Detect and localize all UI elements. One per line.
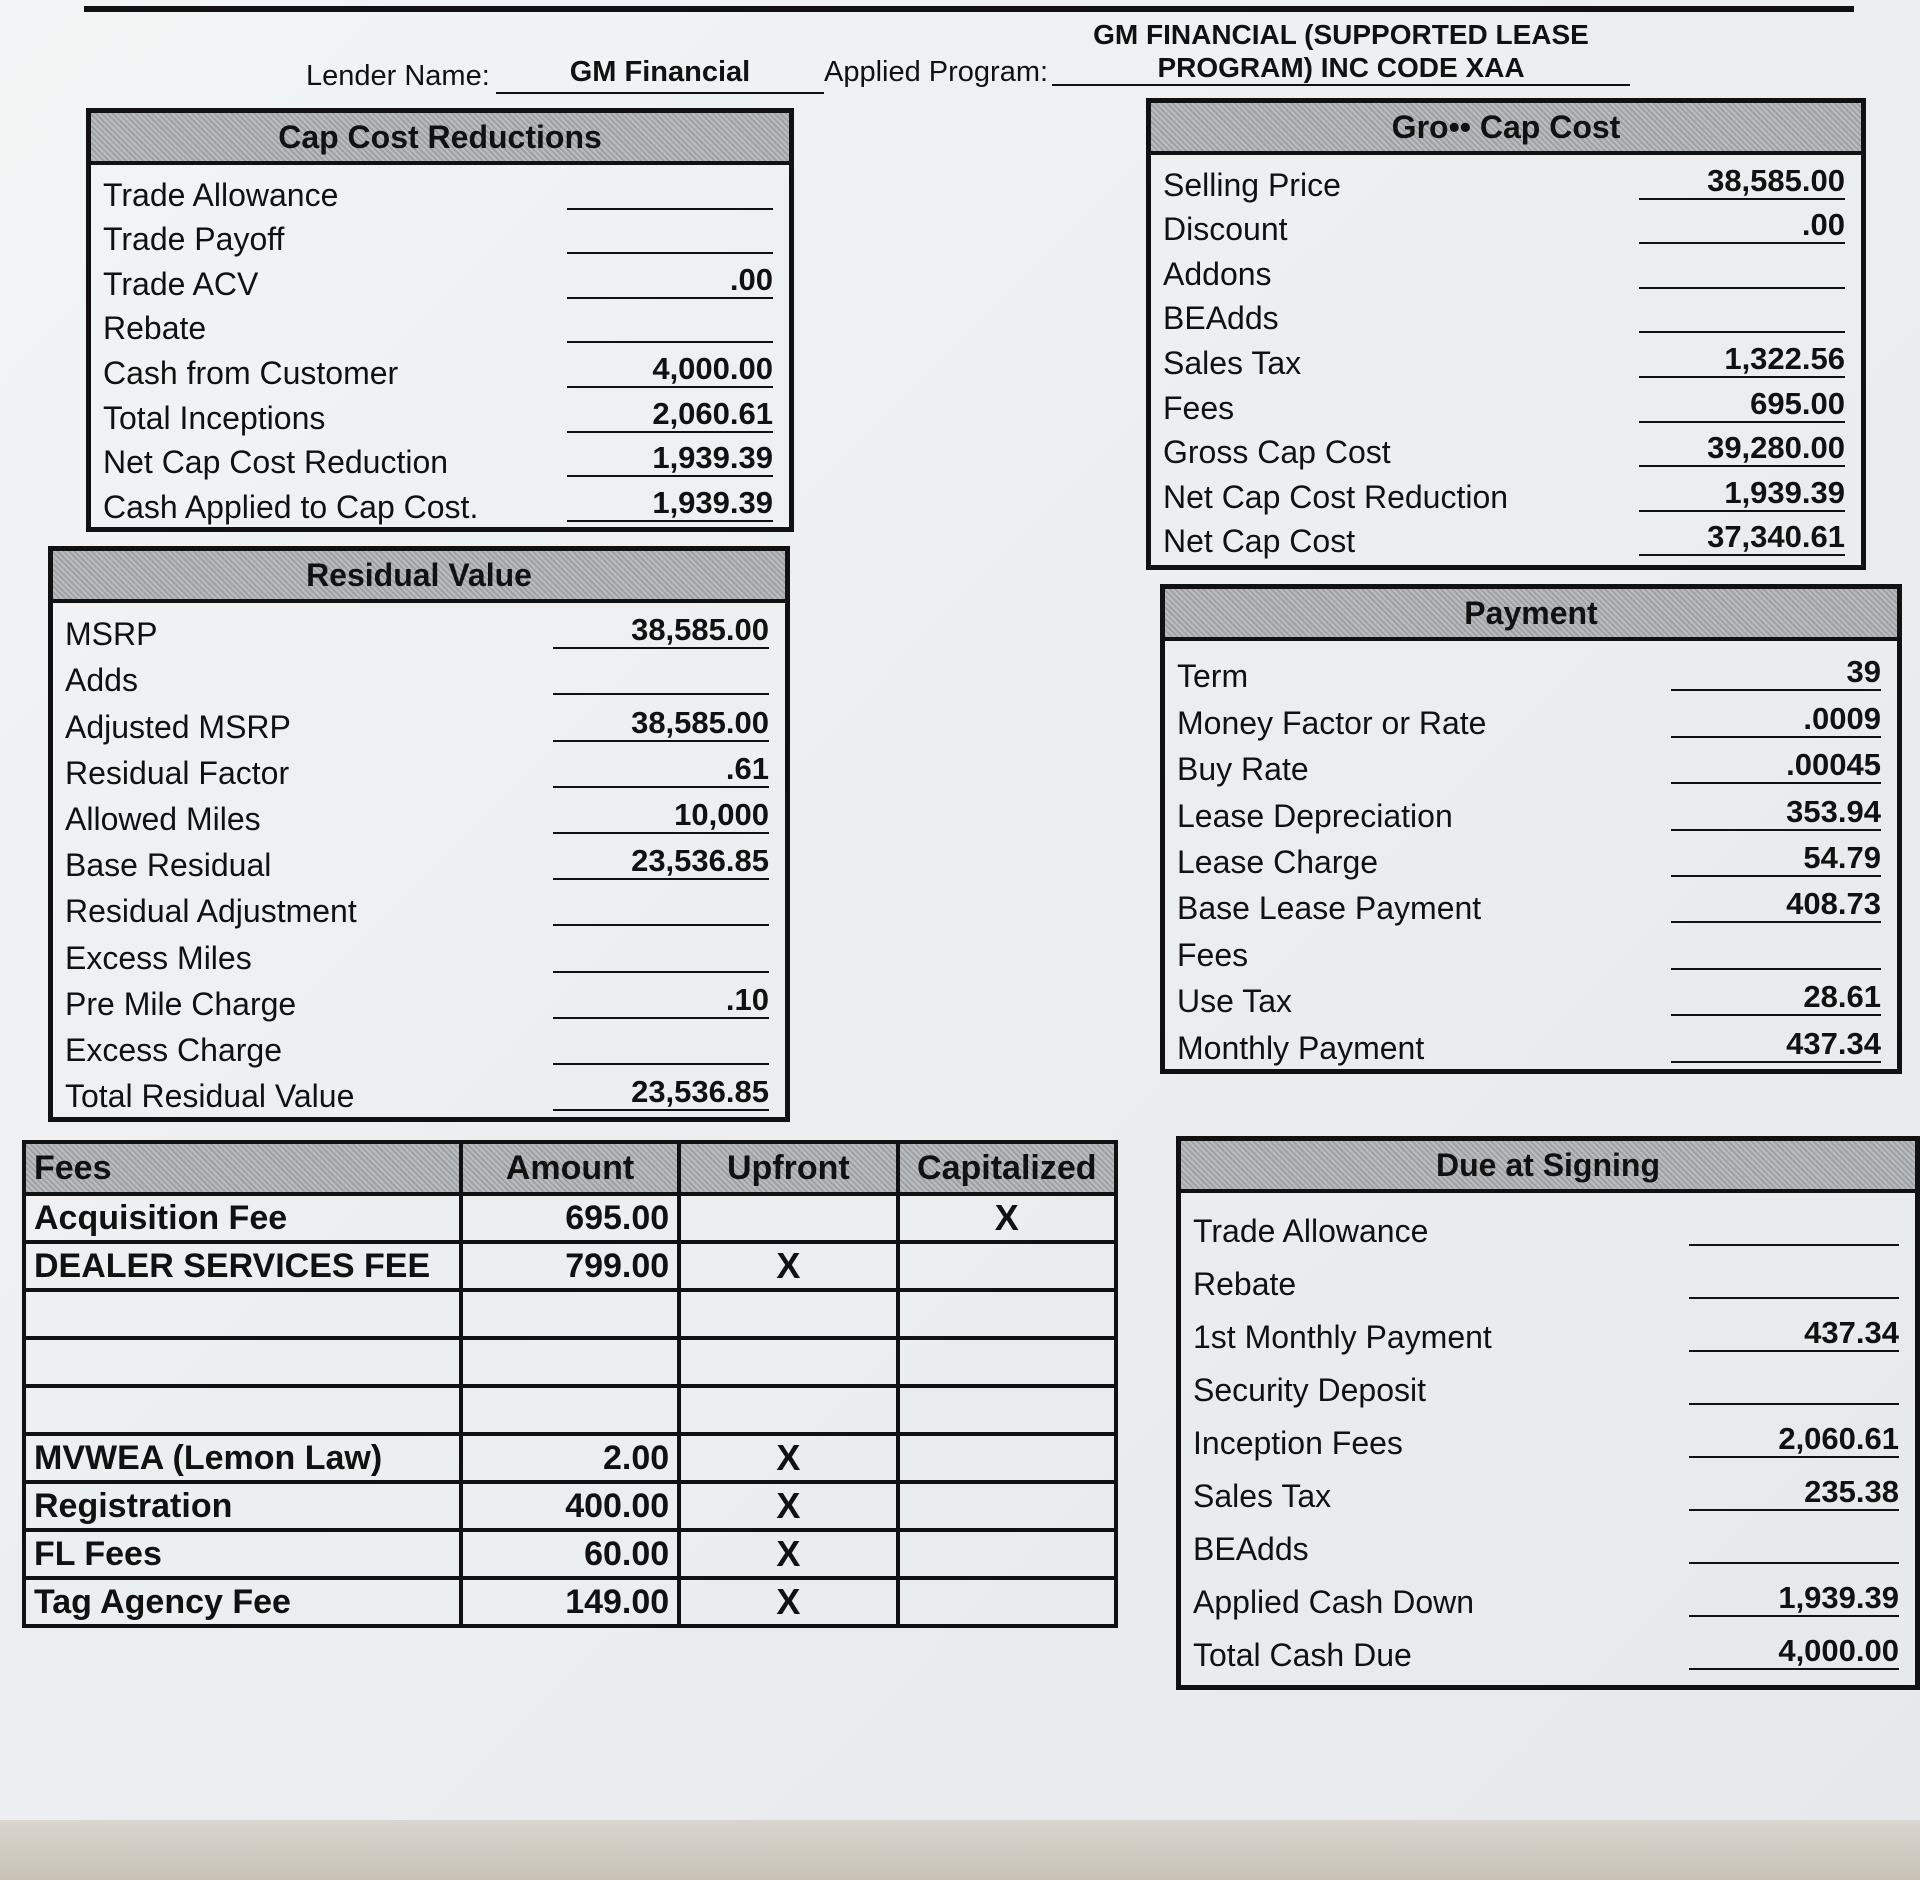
field-label: Sales Tax — [1163, 344, 1302, 381]
applied-program-line2: PROGRAM) INC CODE XAA — [1157, 52, 1525, 83]
fee-name-cell: Acquisition Fee — [24, 1194, 461, 1242]
form-row — [91, 394, 789, 439]
field-value — [1639, 297, 1845, 333]
capitalized-header: Capitalized — [898, 1142, 1116, 1194]
field-label: Addons — [1163, 255, 1272, 292]
field-value: 2,060.61 — [1689, 1422, 1899, 1458]
field-label: Buy Rate — [1177, 751, 1309, 788]
field-value: .00 — [1639, 208, 1845, 244]
cap-cost-reductions-title: Cap Cost Reductions — [91, 113, 789, 165]
field-value — [1689, 1369, 1899, 1405]
fee-name-cell: DEALER SERVICES FEE — [24, 1242, 461, 1290]
gross-cap-cost-title: Gro•• Cap Cost — [1151, 103, 1861, 155]
fees-table-header — [24, 1142, 1116, 1194]
field-label: 1st Monthly Payment — [1193, 1319, 1492, 1355]
field-label: Excess Miles — [65, 939, 252, 976]
form-row — [1181, 1305, 1915, 1358]
fee-capitalized-cell — [898, 1482, 1116, 1530]
field-label: Net Cap Cost — [1163, 523, 1356, 560]
form-row — [53, 979, 785, 1025]
field-label: Base Residual — [65, 847, 272, 884]
form-row — [1151, 518, 1861, 563]
form-row — [1151, 429, 1861, 474]
field-value: 1,322.56 — [1639, 342, 1845, 378]
field-value: 437.34 — [1671, 1027, 1881, 1063]
form-row — [53, 655, 785, 701]
field-label: Term — [1177, 658, 1249, 695]
fee-upfront-cell — [679, 1194, 897, 1242]
applied-program-value — [1052, 18, 1630, 86]
fee-upfront-cell: X — [679, 1482, 897, 1530]
field-value: 2,060.61 — [567, 397, 773, 433]
fee-amount-cell: 799.00 — [461, 1242, 679, 1290]
form-row — [1165, 976, 1897, 1022]
field-value: 23,536.85 — [553, 844, 769, 880]
field-value — [553, 1029, 769, 1065]
field-value: 695.00 — [1639, 387, 1845, 423]
fee-name-cell — [24, 1338, 461, 1386]
fee-capitalized-cell — [898, 1290, 1116, 1338]
form-row — [53, 886, 785, 932]
field-value — [1689, 1528, 1899, 1564]
fee-upfront-cell: X — [679, 1578, 897, 1626]
field-label: Selling Price — [1163, 166, 1341, 203]
fee-amount-cell: 60.00 — [461, 1530, 679, 1578]
fee-amount-cell — [461, 1290, 679, 1338]
table-row — [24, 1578, 1116, 1626]
form-row — [1181, 1358, 1915, 1411]
fee-capitalized-cell — [898, 1338, 1116, 1386]
fee-amount-cell: 2.00 — [461, 1434, 679, 1482]
form-row — [1165, 790, 1897, 836]
fee-upfront-cell: X — [679, 1530, 897, 1578]
form-row — [1165, 883, 1897, 929]
field-label: BEAdds — [1163, 300, 1279, 337]
field-value: 37,340.61 — [1639, 520, 1845, 556]
form-row — [91, 260, 789, 305]
fee-capitalized-cell — [898, 1530, 1116, 1578]
field-value — [567, 218, 773, 254]
field-value — [567, 174, 773, 210]
field-value: .61 — [553, 752, 769, 788]
field-label: Net Cap Cost Reduction — [1163, 478, 1509, 515]
field-label: Total Cash Due — [1193, 1637, 1412, 1673]
form-row — [53, 932, 785, 978]
field-value — [567, 307, 773, 343]
field-label: Allowed Miles — [65, 800, 261, 837]
form-row — [1151, 161, 1861, 206]
fee-name-cell — [24, 1290, 461, 1338]
field-value — [1639, 253, 1845, 289]
field-value: 23,536.85 — [553, 1075, 769, 1111]
form-row — [1165, 837, 1897, 883]
form-row — [53, 1071, 785, 1117]
field-value: 353.94 — [1671, 795, 1881, 831]
applied-program-line1: GM FINANCIAL (SUPPORTED LEASE — [1093, 19, 1589, 50]
form-row — [1151, 250, 1861, 295]
field-label: Trade ACV — [103, 265, 259, 302]
field-value: 4,000.00 — [567, 352, 773, 388]
lender-name-value: GM Financial — [496, 56, 824, 94]
form-row — [1165, 1022, 1897, 1068]
field-label: Inception Fees — [1193, 1425, 1403, 1461]
form-row — [91, 439, 789, 484]
form-row — [91, 216, 789, 261]
table-row — [24, 1290, 1116, 1338]
field-value: 1,939.39 — [1689, 1581, 1899, 1617]
form-row — [1151, 384, 1861, 429]
due-at-signing-title: Due at Signing — [1181, 1141, 1915, 1193]
table-row — [24, 1482, 1116, 1530]
form-row — [1151, 295, 1861, 340]
payment-section — [1160, 584, 1902, 1074]
form-row — [53, 748, 785, 794]
field-label: Use Tax — [1177, 983, 1293, 1020]
form-row — [1151, 473, 1861, 518]
form-row — [53, 1025, 785, 1071]
form-row — [1165, 744, 1897, 790]
field-value: 235.38 — [1689, 1475, 1899, 1511]
fee-amount-cell — [461, 1338, 679, 1386]
field-label: Residual Factor — [65, 754, 290, 791]
table-row — [24, 1338, 1116, 1386]
field-label: MSRP — [65, 616, 158, 653]
field-value — [553, 937, 769, 973]
fee-name-cell: Tag Agency Fee — [24, 1578, 461, 1626]
field-value: 4,000.00 — [1689, 1634, 1899, 1670]
field-value: 1,939.39 — [567, 486, 773, 522]
fees-table — [22, 1140, 1118, 1628]
form-row — [1181, 1623, 1915, 1676]
field-value: 437.34 — [1689, 1316, 1899, 1352]
field-value — [553, 659, 769, 695]
field-value — [553, 890, 769, 926]
field-label: Fees — [1177, 936, 1249, 973]
field-label: Trade Allowance — [103, 176, 339, 213]
residual-value-title: Residual Value — [53, 551, 785, 603]
fee-amount-cell: 695.00 — [461, 1194, 679, 1242]
table-row — [24, 1530, 1116, 1578]
form-row — [91, 483, 789, 528]
table-row — [24, 1386, 1116, 1434]
field-value: 1,939.39 — [1639, 476, 1845, 512]
field-value: 1,939.39 — [567, 441, 773, 477]
form-row — [91, 349, 789, 394]
field-value: .10 — [553, 983, 769, 1019]
field-value — [1689, 1263, 1899, 1299]
form-row — [1181, 1199, 1915, 1252]
form-row — [1181, 1464, 1915, 1517]
desk-surface — [0, 1820, 1920, 1880]
field-label: Trade Allowance — [1193, 1213, 1429, 1249]
form-row — [1165, 697, 1897, 743]
field-value: 38,585.00 — [553, 613, 769, 649]
gross-cap-cost-section — [1146, 98, 1866, 570]
fee-upfront-cell — [679, 1386, 897, 1434]
field-label: Total Inceptions — [103, 399, 326, 436]
field-value: 10,000 — [553, 798, 769, 834]
fee-upfront-cell: X — [679, 1242, 897, 1290]
field-label: Cash Applied to Cap Cost. — [103, 488, 479, 525]
form-row — [53, 701, 785, 747]
field-value — [1671, 934, 1881, 970]
field-label: Fees — [1163, 389, 1235, 426]
field-value: 54.79 — [1671, 841, 1881, 877]
fee-name-cell — [24, 1386, 461, 1434]
form-row — [1181, 1411, 1915, 1464]
field-label: Cash from Customer — [103, 354, 399, 391]
fee-capitalized-cell — [898, 1434, 1116, 1482]
fee-capitalized-cell — [898, 1386, 1116, 1434]
fee-capitalized-cell — [898, 1242, 1116, 1290]
field-value: 39,280.00 — [1639, 431, 1845, 467]
field-label: BEAdds — [1193, 1531, 1309, 1567]
field-value: .00045 — [1671, 748, 1881, 784]
form-row — [91, 171, 789, 216]
field-label: Discount — [1163, 211, 1288, 248]
applied-program-label: Applied Program: — [824, 56, 1049, 88]
field-label: Lease Charge — [1177, 843, 1379, 880]
field-label: Security Deposit — [1193, 1372, 1426, 1408]
field-label: Applied Cash Down — [1193, 1584, 1475, 1620]
form-row — [1165, 651, 1897, 697]
form-row — [1151, 339, 1861, 384]
field-label: Sales Tax — [1193, 1478, 1332, 1514]
field-label: Pre Mile Charge — [65, 985, 297, 1022]
field-value: 28.61 — [1671, 980, 1881, 1016]
fee-amount-cell — [461, 1386, 679, 1434]
field-value: .00 — [567, 263, 773, 299]
form-row — [53, 794, 785, 840]
fee-upfront-cell — [679, 1338, 897, 1386]
field-label: Lease Depreciation — [1177, 797, 1453, 834]
field-label: Net Cap Cost Reduction — [103, 444, 449, 481]
lender-name-label: Lender Name: — [306, 60, 490, 92]
form-row — [1151, 206, 1861, 251]
fee-name-cell: Registration — [24, 1482, 461, 1530]
form-row — [1181, 1252, 1915, 1305]
form-row — [1181, 1517, 1915, 1570]
fee-capitalized-cell: X — [898, 1194, 1116, 1242]
field-label: Trade Payoff — [103, 221, 285, 258]
form-row — [1165, 929, 1897, 975]
fee-amount-cell: 149.00 — [461, 1578, 679, 1626]
upfront-header: Upfront — [679, 1142, 897, 1194]
form-row — [91, 305, 789, 350]
field-label: Adds — [65, 662, 138, 699]
fee-name-cell: FL Fees — [24, 1530, 461, 1578]
field-value: 39 — [1671, 655, 1881, 691]
table-row — [24, 1242, 1116, 1290]
field-label: Total Residual Value — [65, 1078, 355, 1115]
fee-upfront-cell — [679, 1290, 897, 1338]
field-label: Residual Adjustment — [65, 893, 357, 930]
payment-title: Payment — [1165, 589, 1897, 641]
amount-header: Amount — [461, 1142, 679, 1194]
field-label: Excess Charge — [65, 1031, 282, 1068]
field-label: Base Lease Payment — [1177, 890, 1482, 927]
field-label: Rebate — [1193, 1266, 1297, 1302]
due-at-signing-section — [1176, 1136, 1920, 1690]
field-value: 38,585.00 — [553, 706, 769, 742]
cap-cost-reductions-section — [86, 108, 794, 532]
fee-name-cell: MVWEA (Lemon Law) — [24, 1434, 461, 1482]
residual-value-section — [48, 546, 790, 1122]
table-row — [24, 1434, 1116, 1482]
fee-amount-cell: 400.00 — [461, 1482, 679, 1530]
table-row — [24, 1194, 1116, 1242]
field-label: Gross Cap Cost — [1163, 434, 1391, 471]
field-label: Money Factor or Rate — [1177, 704, 1487, 741]
field-value: 38,585.00 — [1639, 164, 1845, 200]
form-row — [1181, 1570, 1915, 1623]
form-row — [53, 609, 785, 655]
field-label: Adjusted MSRP — [65, 708, 291, 745]
fees-header: Fees — [24, 1142, 461, 1194]
form-row — [53, 840, 785, 886]
fee-upfront-cell: X — [679, 1434, 897, 1482]
field-label: Monthly Payment — [1177, 1029, 1425, 1066]
top-rule — [84, 6, 1854, 12]
field-label: Rebate — [103, 310, 207, 347]
field-value — [1689, 1210, 1899, 1246]
field-value: 408.73 — [1671, 887, 1881, 923]
fee-capitalized-cell — [898, 1578, 1116, 1626]
field-value: .0009 — [1671, 702, 1881, 738]
